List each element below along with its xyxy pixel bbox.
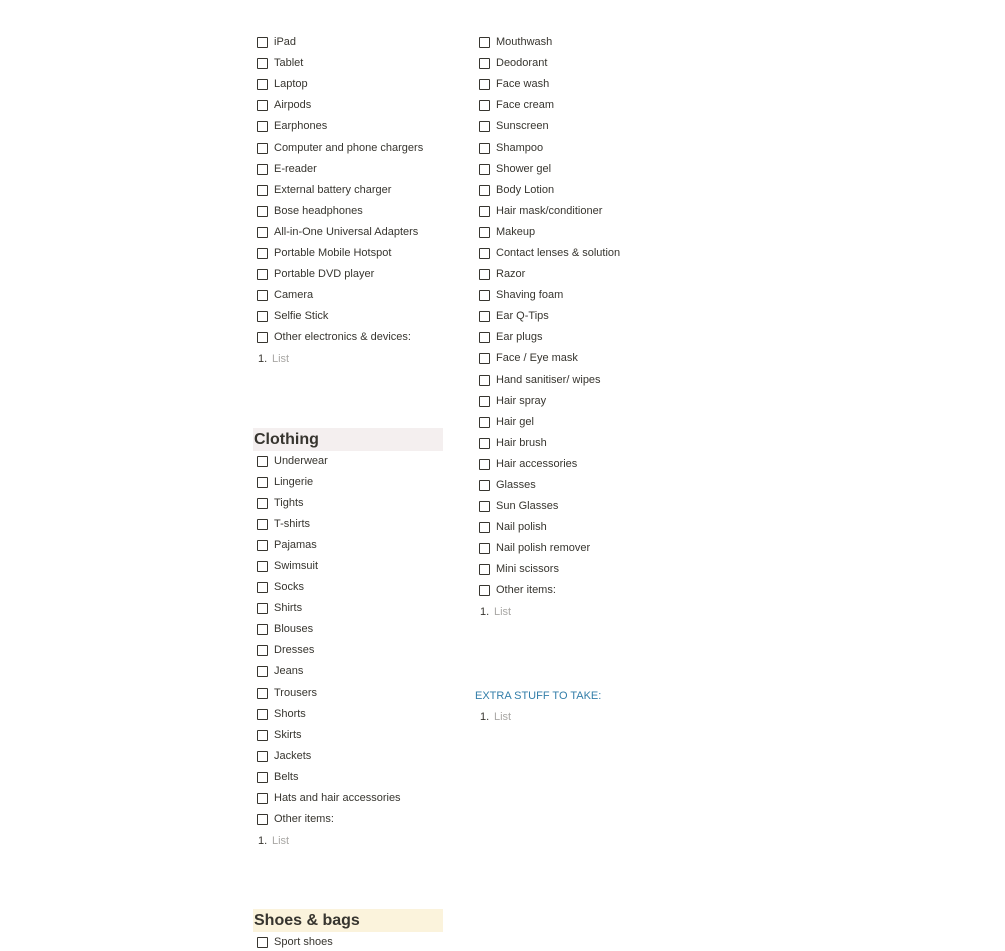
- todo-label: Selfie Stick: [274, 310, 329, 323]
- checkbox[interactable]: [257, 79, 268, 90]
- todo-label: Bose headphones: [274, 204, 363, 217]
- todo-label: Skirts: [274, 728, 302, 741]
- todo-label: Other items:: [496, 584, 556, 597]
- todo-label: Pajamas: [274, 538, 317, 551]
- checkbox[interactable]: [257, 624, 268, 635]
- todo-label: Ear plugs: [496, 331, 543, 344]
- checkbox[interactable]: [479, 290, 490, 301]
- checkbox[interactable]: [257, 311, 268, 322]
- todo-item[interactable]: [253, 932, 443, 951]
- todo-item[interactable]: [475, 391, 705, 412]
- todo-item[interactable]: [253, 619, 443, 640]
- checkbox[interactable]: [257, 814, 268, 825]
- checkbox[interactable]: [257, 519, 268, 530]
- numbered-list-item[interactable]: [253, 830, 443, 851]
- todo-item[interactable]: [475, 327, 705, 348]
- todo-item[interactable]: [253, 598, 443, 619]
- checkbox[interactable]: [257, 332, 268, 343]
- todo-label: Hats and hair accessories: [274, 792, 401, 805]
- checkbox[interactable]: [479, 459, 490, 470]
- todo-item[interactable]: [475, 159, 705, 180]
- todo-item[interactable]: [475, 74, 705, 95]
- toiletries-checklist: [475, 32, 705, 602]
- todo-item[interactable]: [475, 264, 705, 285]
- todo-item[interactable]: [253, 683, 443, 704]
- todo-item[interactable]: [253, 95, 443, 116]
- todo-label: Socks: [274, 581, 304, 594]
- todo-item[interactable]: [253, 201, 443, 222]
- todo-item[interactable]: [253, 640, 443, 661]
- checkbox[interactable]: [257, 582, 268, 593]
- checkbox[interactable]: [479, 480, 490, 491]
- extra-stuff-title[interactable]: EXTRA STUFF TO TAKE:: [475, 690, 602, 703]
- list-number: 1.: [480, 606, 490, 619]
- list-placeholder[interactable]: List: [494, 711, 512, 724]
- todo-label: Contact lenses & solution: [496, 246, 621, 259]
- todo-item[interactable]: [475, 201, 705, 222]
- checkbox[interactable]: [479, 143, 490, 154]
- todo-item[interactable]: [475, 580, 705, 601]
- todo-item[interactable]: [475, 517, 705, 538]
- todo-item[interactable]: [253, 556, 443, 577]
- checkbox[interactable]: [257, 143, 268, 154]
- checkbox[interactable]: [479, 185, 490, 196]
- todo-label: Swimsuit: [274, 560, 319, 573]
- todo-item[interactable]: [475, 559, 705, 580]
- checkbox[interactable]: [257, 772, 268, 783]
- todo-label: Hand sanitiser/ wipes: [496, 373, 601, 386]
- todo-item[interactable]: [253, 306, 443, 327]
- checkbox[interactable]: [257, 121, 268, 132]
- todo-label: All-in-One Universal Adapters: [274, 225, 419, 238]
- todo-item[interactable]: [475, 475, 705, 496]
- checkbox[interactable]: [257, 793, 268, 804]
- shoes-bags-checklist: [253, 932, 443, 951]
- checkbox[interactable]: [257, 185, 268, 196]
- todo-label: Airpods: [274, 99, 312, 112]
- todo-label: Shorts: [274, 707, 306, 720]
- clothing-checklist: [253, 451, 443, 831]
- todo-label: External battery charger: [274, 183, 392, 196]
- todo-label: Shampoo: [496, 141, 544, 154]
- todo-label: Shirts: [274, 602, 303, 615]
- list-number: 1.: [480, 711, 490, 724]
- todo-label: Ear Q-Tips: [496, 310, 549, 323]
- todo-label: Portable DVD player: [274, 268, 375, 281]
- checkbox[interactable]: [479, 564, 490, 575]
- todo-item[interactable]: [253, 243, 443, 264]
- checkbox[interactable]: [479, 227, 490, 238]
- todo-item[interactable]: [253, 222, 443, 243]
- todo-item[interactable]: [475, 32, 705, 53]
- list-number: 1.: [258, 834, 268, 847]
- checkbox[interactable]: [479, 375, 490, 386]
- todo-item[interactable]: [253, 746, 443, 767]
- todo-item[interactable]: [475, 53, 705, 74]
- checkbox[interactable]: [257, 709, 268, 720]
- todo-item[interactable]: [475, 137, 705, 158]
- todo-label: Tablet: [274, 57, 304, 70]
- shoes-bags-heading[interactable]: Shoes & bags: [253, 909, 443, 932]
- todo-item[interactable]: [253, 514, 443, 535]
- checkbox[interactable]: [257, 290, 268, 301]
- todo-item[interactable]: [475, 538, 705, 559]
- checkbox[interactable]: [257, 37, 268, 48]
- todo-label: Mini scissors: [496, 563, 559, 576]
- todo-label: E-reader: [274, 162, 317, 175]
- todo-item[interactable]: [253, 180, 443, 201]
- todo-item[interactable]: [475, 348, 705, 369]
- todo-item[interactable]: [253, 32, 443, 53]
- todo-item[interactable]: [475, 433, 705, 454]
- checkbox[interactable]: [257, 248, 268, 259]
- checkbox[interactable]: [257, 937, 268, 948]
- spacer: [475, 623, 705, 686]
- todo-item[interactable]: [253, 116, 443, 137]
- todo-label: Dresses: [274, 644, 315, 657]
- numbered-list-item[interactable]: [475, 602, 705, 623]
- electronics-checklist: [253, 32, 443, 348]
- checkbox[interactable]: [257, 58, 268, 69]
- checkbox[interactable]: [257, 688, 268, 699]
- todo-item[interactable]: [253, 577, 443, 598]
- todo-label: Other electronics & devices:: [274, 331, 411, 344]
- todo-label: Nail polish remover: [496, 542, 591, 555]
- todo-label: Glasses: [496, 479, 536, 492]
- todo-label: Face cream: [496, 99, 555, 112]
- todo-label: Underwear: [274, 454, 328, 467]
- todo-item[interactable]: [253, 788, 443, 809]
- checkbox[interactable]: [479, 522, 490, 533]
- todo-label: Portable Mobile Hotspot: [274, 246, 392, 259]
- todo-item[interactable]: [253, 74, 443, 95]
- todo-label: Shaving foam: [496, 289, 564, 302]
- todo-label: Belts: [274, 770, 299, 783]
- checkbox[interactable]: [257, 269, 268, 280]
- todo-label: Mouthwash: [496, 36, 553, 49]
- todo-item[interactable]: [475, 412, 705, 433]
- list-placeholder[interactable]: List: [272, 352, 290, 365]
- todo-label: Razor: [496, 268, 526, 281]
- todo-label: Tights: [274, 496, 304, 509]
- todo-label: Jackets: [274, 749, 312, 762]
- checkbox[interactable]: [479, 79, 490, 90]
- todo-label: Deodorant: [496, 57, 548, 70]
- todo-item[interactable]: [253, 285, 443, 306]
- numbered-list-item[interactable]: [253, 348, 443, 369]
- checkbox[interactable]: [479, 311, 490, 322]
- checkbox[interactable]: [257, 666, 268, 677]
- todo-item[interactable]: [475, 116, 705, 137]
- todo-item[interactable]: [475, 222, 705, 243]
- todo-label: Computer and phone chargers: [274, 141, 424, 154]
- todo-label: Hair gel: [496, 415, 534, 428]
- todo-item[interactable]: [253, 535, 443, 556]
- todo-item[interactable]: [253, 137, 443, 158]
- checkbox[interactable]: [257, 540, 268, 551]
- checkbox[interactable]: [479, 269, 490, 280]
- todo-label: iPad: [274, 36, 297, 49]
- todo-item[interactable]: [253, 725, 443, 746]
- todo-label: Laptop: [274, 78, 308, 91]
- todo-label: Hair brush: [496, 436, 547, 449]
- todo-label: Jeans: [274, 665, 304, 678]
- list-placeholder[interactable]: List: [272, 834, 290, 847]
- todo-item[interactable]: [253, 809, 443, 830]
- checkbox[interactable]: [257, 561, 268, 572]
- checkbox[interactable]: [257, 100, 268, 111]
- todo-item[interactable]: [475, 454, 705, 475]
- checkbox[interactable]: [479, 248, 490, 259]
- todo-label: Blouses: [274, 623, 314, 636]
- todo-item[interactable]: [253, 493, 443, 514]
- todo-item[interactable]: [253, 264, 443, 285]
- todo-item[interactable]: [475, 243, 705, 264]
- todo-item[interactable]: [475, 285, 705, 306]
- spacer: [253, 851, 443, 909]
- checkbox[interactable]: [479, 353, 490, 364]
- checkbox[interactable]: [479, 37, 490, 48]
- todo-item[interactable]: [475, 95, 705, 116]
- checkbox[interactable]: [257, 164, 268, 175]
- todo-label: T-shirts: [274, 517, 311, 530]
- checkbox[interactable]: [479, 396, 490, 407]
- todo-item[interactable]: [253, 53, 443, 74]
- todo-label: Nail polish: [496, 521, 547, 534]
- todo-item[interactable]: [253, 704, 443, 725]
- right-column: [475, 32, 705, 728]
- todo-label: Sport shoes: [274, 936, 333, 949]
- checkbox[interactable]: [257, 498, 268, 509]
- todo-label: Trousers: [274, 686, 317, 699]
- todo-label: Shower gel: [496, 162, 552, 175]
- todo-item[interactable]: [475, 180, 705, 201]
- todo-label: Face wash: [496, 78, 550, 91]
- todo-label: Lingerie: [274, 475, 314, 488]
- checkbox[interactable]: [479, 121, 490, 132]
- left-column: [253, 32, 443, 951]
- checkbox[interactable]: [257, 645, 268, 656]
- todo-label: Makeup: [496, 225, 536, 238]
- todo-label: Sunscreen: [496, 120, 549, 133]
- todo-label: Body Lotion: [496, 183, 555, 196]
- todo-label: Earphones: [274, 120, 328, 133]
- list-number: 1.: [258, 352, 268, 365]
- todo-label: Hair spray: [496, 394, 547, 407]
- todo-label: Camera: [274, 289, 314, 302]
- todo-item[interactable]: [253, 451, 443, 472]
- checkbox[interactable]: [257, 730, 268, 741]
- checkbox[interactable]: [479, 501, 490, 512]
- todo-item[interactable]: [475, 496, 705, 517]
- todo-item[interactable]: [253, 661, 443, 682]
- checkbox[interactable]: [257, 206, 268, 217]
- todo-item[interactable]: [253, 472, 443, 493]
- clothing-heading[interactable]: Clothing: [253, 428, 443, 451]
- checkbox[interactable]: [257, 456, 268, 467]
- checkbox[interactable]: [479, 417, 490, 428]
- list-placeholder[interactable]: List: [494, 606, 512, 619]
- todo-item[interactable]: [475, 306, 705, 327]
- checkbox[interactable]: [479, 58, 490, 69]
- checkbox[interactable]: [257, 227, 268, 238]
- checkbox[interactable]: [479, 585, 490, 596]
- checkbox[interactable]: [257, 603, 268, 614]
- checkbox[interactable]: [479, 206, 490, 217]
- checkbox[interactable]: [479, 100, 490, 111]
- numbered-list-item[interactable]: [475, 707, 705, 728]
- checkbox[interactable]: [257, 477, 268, 488]
- todo-item[interactable]: [253, 327, 443, 348]
- checkbox[interactable]: [479, 543, 490, 554]
- todo-item[interactable]: [253, 159, 443, 180]
- todo-label: Hair mask/conditioner: [496, 204, 603, 217]
- todo-label: Hair accessories: [496, 457, 578, 470]
- todo-label: Sun Glasses: [496, 500, 559, 513]
- todo-item[interactable]: [253, 767, 443, 788]
- checkbox[interactable]: [479, 438, 490, 449]
- checkbox[interactable]: [479, 164, 490, 175]
- checkbox[interactable]: [257, 751, 268, 762]
- spacer: [253, 370, 443, 428]
- todo-item[interactable]: [475, 370, 705, 391]
- checkbox[interactable]: [479, 332, 490, 343]
- todo-label: Face / Eye mask: [496, 352, 578, 365]
- todo-label: Other items:: [274, 813, 334, 826]
